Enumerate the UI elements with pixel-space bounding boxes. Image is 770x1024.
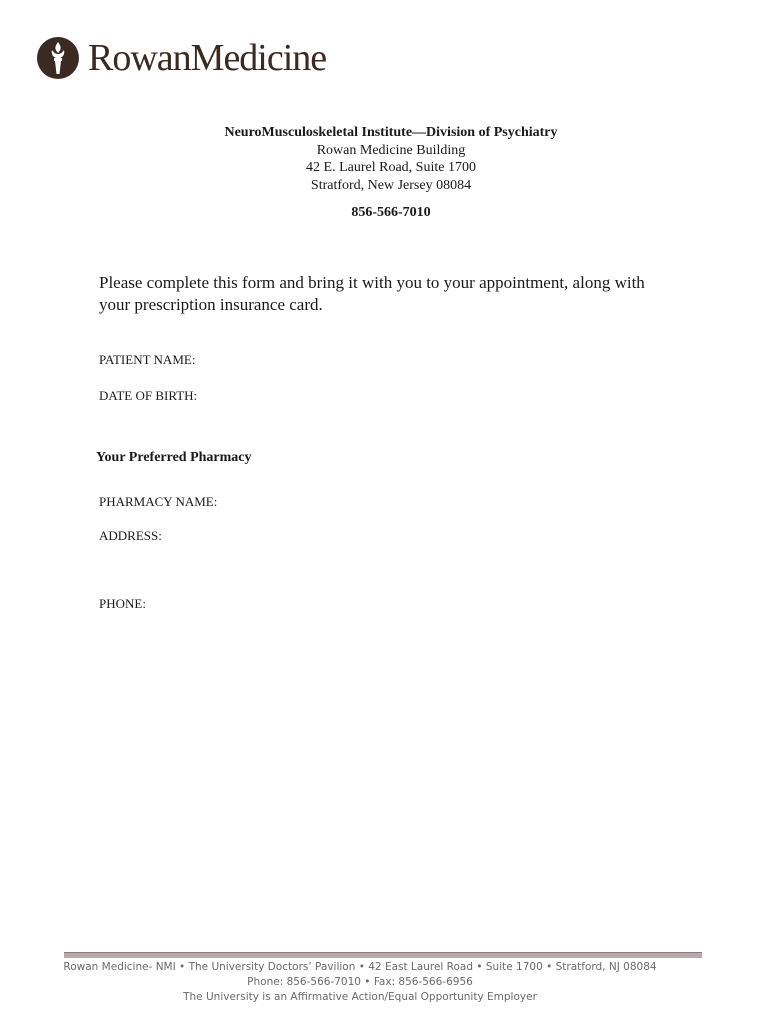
pharmacy-name-label: PHARMACY NAME: bbox=[99, 494, 218, 509]
letterhead-address bbox=[0, 124, 770, 222]
footer-eeo-line: The University is an Affirmative Action/Equal Opportunity Employer bbox=[183, 991, 537, 1003]
office-phone: 856-566-7010 bbox=[351, 205, 431, 220]
department-title: NeuroMusculoskeletal Institute—Division of Psychiatry bbox=[224, 125, 558, 140]
pharmacy-address-label: ADDRESS: bbox=[99, 528, 162, 543]
city-state-zip: Stratford, New Jersey 08084 bbox=[310, 177, 472, 193]
brand-logo bbox=[36, 36, 326, 80]
footer-divider bbox=[64, 952, 702, 958]
date-of-birth-label: DATE OF BIRTH: bbox=[99, 388, 198, 403]
footer-address-line: Rowan Medicine- NMI • The University Doctors’ Pavilion • 42 East Laurel Road • Suite 1700 • Stratford, NJ 08084 bbox=[63, 961, 657, 973]
pharmacy-phone-label: PHONE: bbox=[99, 596, 146, 611]
preferred-pharmacy-heading: Your Preferred Pharmacy bbox=[96, 450, 252, 465]
patient-name-label: PATIENT NAME: bbox=[99, 352, 196, 367]
building-name: Rowan Medicine Building bbox=[316, 142, 466, 158]
footer bbox=[0, 960, 720, 1005]
torch-emblem-icon bbox=[36, 36, 80, 80]
brand-name: RowanMedicine bbox=[88, 37, 327, 79]
street-address: 42 E. Laurel Road, Suite 1700 bbox=[306, 160, 476, 175]
footer-contact-line: Phone: 856-566-7010 • Fax: 856-566-6956 bbox=[247, 976, 473, 988]
form-instructions: Please complete this form and bring it with you to your appointment, along with your prescription insurance card. bbox=[99, 273, 645, 314]
